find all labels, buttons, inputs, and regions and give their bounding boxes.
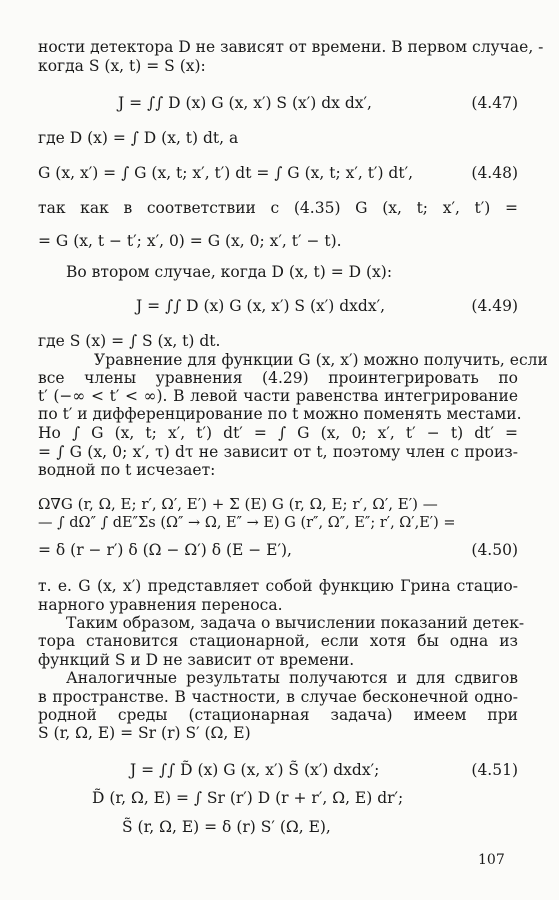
text-line: = ∫ G (x, 0; x′, τ) dτ не зависит от t, поэтому член с произ- [38, 443, 518, 461]
equation-4-49 [38, 297, 518, 315]
text-line: нарного уравнения переноса. [38, 596, 283, 614]
equation-number: (4.50) [471, 541, 518, 559]
equation-4-51 [38, 761, 518, 779]
text-line: Таким образом, задача о вычислении показаний детек- [66, 614, 525, 632]
equation-body: J = ∫∫ D̃ (x) G (x, x′) S̃ (x′) dxdx′; [130, 761, 380, 779]
text-line: функций S и D не зависит от времени. [38, 651, 355, 669]
equation-number: (4.49) [471, 297, 518, 315]
text-line: водной по t исчезает: [38, 461, 216, 479]
text-line: тора становится стационарной, если хотя бы одна из [38, 632, 518, 650]
equation-4-47 [38, 94, 518, 112]
equation-body: G (x, x′) = ∫ G (x, t; x′, t′) dt = ∫ G (x, t; x′, t′) dt′, [38, 164, 414, 182]
text-line: t′ (−∞ < t′ < ∞). В левой части равенства интегрирование [38, 387, 518, 405]
text-line: все члены уравнения (4.29) проинтегрировать по [38, 369, 518, 387]
equation-number: (4.48) [471, 164, 518, 182]
text-line: Во втором случае, когда D (x, t) = D (x): [66, 263, 393, 281]
page-number: 107 [478, 852, 505, 868]
text-line: Уравнение для функции G (x, x′) можно получить, если [94, 351, 548, 369]
text-line: родной среды (стационарная задача) имеем при [38, 706, 518, 724]
equation-number: (4.51) [471, 761, 518, 779]
equation-4-50-line-2: — ∫ dΩ″ ∫ dE″Σs (Ω″ → Ω, E″ → E) G (r″, Ω″, E″; r′, Ω′,E′) = [38, 515, 456, 531]
text-line: = G (x, t − t′; x′, 0) = G (x, 0; x′, t′ − t). [38, 232, 342, 250]
equation-4-50-line-3 [38, 541, 518, 559]
text-line: т. е. G (x, x′) представляет собой функцию Грина стацио- [38, 577, 518, 595]
text-line: в пространстве. В частности, в случае бесконечной одно- [38, 688, 518, 706]
equation-body: = δ (r − r′) δ (Ω − Ω′) δ (E − E′), [38, 541, 292, 559]
equation-line: S̃ (r, Ω, E) = δ (r) S′ (Ω, E), [122, 818, 331, 836]
text-line: по t′ и дифференцирование по t можно поменять местами. [38, 405, 522, 423]
text-line: Аналогичные результаты получаются и для сдвигов [66, 669, 518, 687]
equation-body: J = ∫∫ D (x) G (x, x′) S (x′) dx dx′, [118, 94, 372, 112]
text-line: где S (x) = ∫ S (x, t) dt. [38, 332, 221, 350]
equation-number: (4.47) [471, 94, 518, 112]
equation-4-50-line-1: Ω∇G (r, Ω, E; r′, Ω′, E′) + Σ (E) G (r, Ω, E; r′, Ω′, E′) — [38, 495, 438, 513]
text-line: ности детектора D не зависят от времени. В первом случае, - [38, 38, 544, 56]
text-line: так как в соответствии с (4.35) G (x, t; x′, t′) = [38, 199, 518, 217]
text-line: Но ∫ G (x, t; x′, t′) dt′ = ∫ G (x, 0; x′, t′ − t) dt′ = [38, 424, 518, 442]
equation-4-48 [38, 164, 518, 182]
text-line: когда S (x, t) = S (x): [38, 57, 206, 75]
equation-line: D̃ (r, Ω, E) = ∫ Sr (r′) D (r + r′, Ω, E) dr′; [92, 789, 404, 807]
text-line: где D (x) = ∫ D (x, t) dt, а [38, 129, 239, 147]
equation-body: J = ∫∫ D (x) G (x, x′) S (x′) dxdx′, [136, 297, 386, 315]
text-line: S (r, Ω, E) = Sr (r) S′ (Ω, E) [38, 724, 251, 742]
